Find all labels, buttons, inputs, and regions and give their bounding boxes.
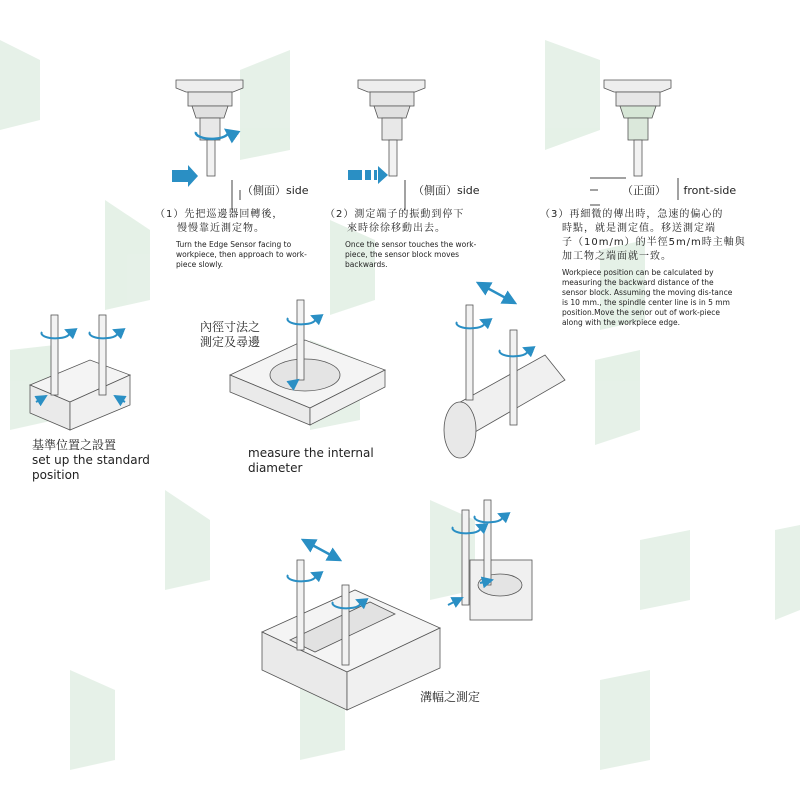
step1-side-en: side — [286, 184, 309, 197]
internal-en-line2: diameter — [248, 461, 303, 475]
step3-edge-sensor — [604, 80, 671, 176]
internal-en-label — [248, 446, 374, 476]
step1-number: （1） — [155, 209, 185, 220]
step1-en-text: Turn the Edge Sensor facing to workpiece, then approach to work-piece slowly. — [176, 240, 307, 269]
move-arrow — [478, 283, 515, 303]
standard-position-label — [32, 438, 150, 483]
standard-en-line1: set up the standard — [32, 453, 150, 467]
step1-cn-text — [155, 208, 283, 236]
step3-cn-line3: 子（10m/m）的半徑5m/m時主軸與 — [562, 237, 746, 248]
step3-side-cn: （正面） — [622, 184, 666, 197]
groove-label: 溝幅之測定 — [420, 690, 481, 704]
step2-en-text: Once the sensor touches the work-piece, the sensor block moves backwards. — [345, 240, 477, 269]
approach-arrow — [172, 165, 198, 187]
groove-block — [262, 560, 440, 710]
step1-side-cn: （側面） — [242, 184, 286, 197]
step2-cn-line1: 測定端子的振動到停下 — [354, 209, 465, 220]
internal-cn-line1: 內徑寸法之 — [200, 320, 261, 334]
pipe-block — [444, 305, 565, 458]
step2-side-label — [413, 182, 480, 198]
step2-edge-sensor — [358, 80, 425, 176]
step1-side-label — [242, 182, 309, 198]
step3-en-text: Workpiece position can be calculated by measuring the backward distance of the sensor block. Assuming the moving dis-tance is 10 mm., the spindle center line is in 5 mm position.Move the senor out of work-piece along with the workpiece edge. — [562, 268, 733, 327]
dashed-approach-arrow — [348, 166, 388, 184]
internal-diameter-block — [230, 300, 385, 425]
standard-en-line2: position — [32, 468, 80, 482]
step3-cn-line2: 時點，就是測定值。移送測定端 — [562, 223, 716, 234]
internal-cn-label — [200, 320, 260, 350]
internal-en-line1: measure the internal — [248, 446, 374, 460]
step1-cn-line1: 先把巡邊器回轉後， — [184, 209, 284, 220]
step1-edge-sensor — [176, 80, 243, 176]
step2-side-cn: （側面） — [413, 184, 457, 197]
standard-cn: 基準位置之設置 — [32, 438, 117, 452]
step3-number: （3） — [540, 209, 570, 220]
step2-number: （2） — [325, 209, 355, 220]
step3-side-en: front-side — [683, 184, 737, 197]
step2-side-en: side — [457, 184, 480, 197]
workpiece-side-outline — [232, 180, 240, 210]
internal-cn-line2: 測定及尋邊 — [200, 335, 261, 349]
step3-side-label — [622, 182, 736, 198]
step2-cn-text — [325, 208, 464, 236]
step2-cn-line2: 來時徐徐移動出去。 — [347, 223, 446, 234]
step1-cn-line2: 慢慢靠近測定物。 — [177, 223, 265, 234]
groove-move-arrow — [303, 540, 340, 560]
step3-cn-line4: 加工物之端面就一致。 — [562, 251, 672, 262]
step3-cn-line1: 再細微的傳出時，急速的偏心的 — [569, 209, 724, 220]
step3-cn-text — [540, 208, 746, 264]
